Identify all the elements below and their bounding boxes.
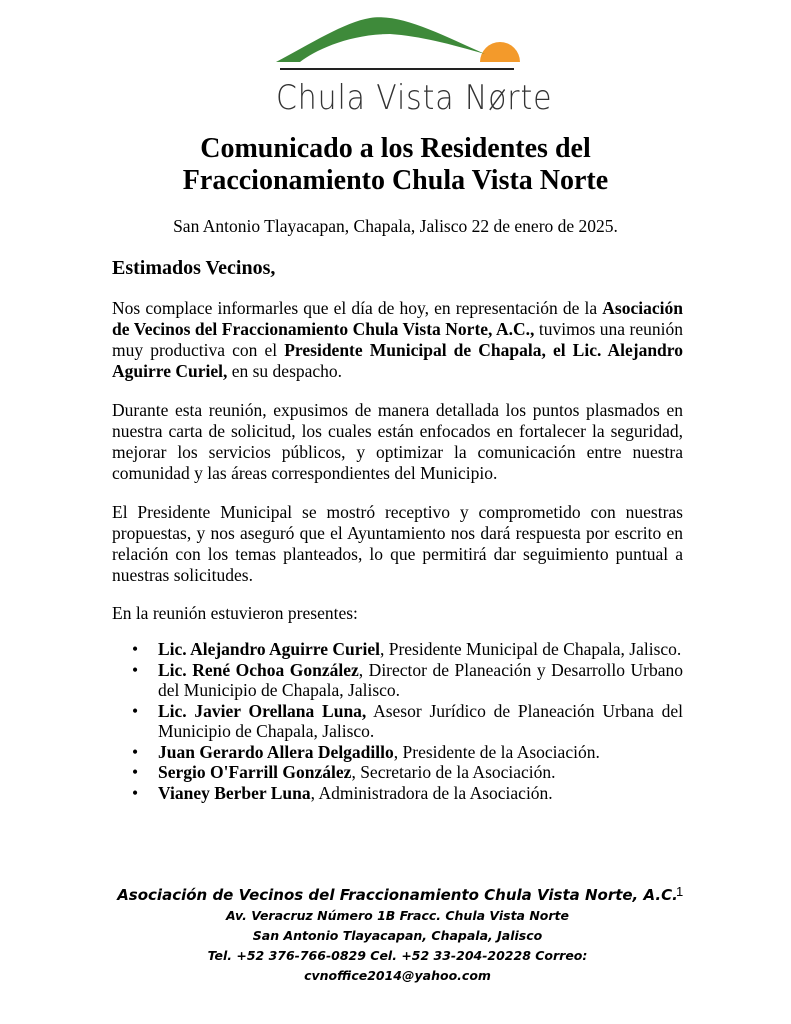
p1-text-e: en su despacho. xyxy=(227,361,343,381)
paragraph-1 xyxy=(112,298,683,382)
attendee-name: Juan Gerardo Allera Delgadillo xyxy=(158,741,394,762)
list-item xyxy=(112,783,683,804)
attendee-role: , Director de Planeación y Desarrollo Urbano del Municipio de Chapala, Jalisco. xyxy=(158,659,683,700)
paragraph-4: En la reunión estuvieron presentes: xyxy=(112,603,358,623)
list-item xyxy=(112,701,683,742)
attendee-role: , Secretario de la Asociación. xyxy=(351,762,556,782)
p1-mayor-name: Presidente Municipal de Chapala, el Lic. Alejandro Aguirre Curiel, xyxy=(112,340,683,381)
p1-text-c: tuvimos una reunión muy productiva con el xyxy=(112,319,683,360)
document-title xyxy=(0,133,791,197)
mountain-sun-icon xyxy=(270,14,520,74)
attendee-name: Vianey Berber Luna xyxy=(158,782,311,803)
list-item xyxy=(112,660,683,701)
list-item xyxy=(112,742,683,763)
attendee-role: , Presidente Municipal de Chapala, Jalisco. xyxy=(379,639,682,659)
p1-text-a: Nos complace informarles que el día de hoy, en representación de la xyxy=(112,298,603,318)
attendee-name: Sergio O'Farrill González xyxy=(158,762,352,782)
footer-contact: Tel. +52 376-766-0829 Cel. +52 33-204-20228 Correo: cvnoffice2014@yahoo.com xyxy=(207,948,588,983)
title-line-1: Comunicado a los Residentes del xyxy=(200,133,591,164)
footer-address-2: San Antonio Tlayacapan, Chapala, Jalisco xyxy=(252,928,543,943)
attendee-role: , Presidente de la Asociación. xyxy=(393,741,600,762)
attendee-name: Lic. Alejandro Aguirre Curiel xyxy=(158,639,380,659)
logo xyxy=(270,14,553,118)
list-item xyxy=(112,639,683,660)
attendee-name: Lic. Javier Orellana Luna, xyxy=(158,700,367,721)
footer xyxy=(112,884,683,986)
p1-association-name: Asociación de Vecinos del Fraccionamiento Chula Vista Norte, A.C., xyxy=(112,298,683,339)
footer-org-name: Asociación de Vecinos del Fraccionamiento Chula Vista Norte, A.C. xyxy=(117,886,678,904)
footer-address-1: Av. Veracruz Número 1B Fracc. Chula Vista Norte xyxy=(225,908,570,923)
date-line: San Antonio Tlayacapan, Chapala, Jalisco 22 de enero de 2025. xyxy=(173,216,618,236)
attendee-name: Lic. René Ochoa González xyxy=(158,659,359,680)
paragraph-3: El Presidente Municipal se mostró receptivo y comprometido con nuestras propuestas, y nos aseguró que el Ayuntamiento nos dará respuesta por escrito en relación con los temas planteados, lo que permitirá dar seguimiento puntual a nuestras solicitudes. xyxy=(112,502,683,585)
attendee-role: Asesor Jurídico de Planeación Urbana del Municipio de Chapala, Jalisco. xyxy=(158,700,683,741)
list-item xyxy=(112,762,683,783)
logo-text: Chula Vista Nørte xyxy=(276,78,553,118)
salutation: Estimados Vecinos, xyxy=(112,257,276,279)
paragraph-2: Durante esta reunión, expusimos de manera detallada los puntos plasmados en nuestra carta de solicitud, los cuales están enfocados en fortalecer la seguridad, mejorar los servicios públicos, y optimizar la comunicación entre nuestra comunidad y las áreas correspondientes del Municipio. xyxy=(112,400,683,483)
page-number: 1 xyxy=(676,884,684,899)
attendee-role: , Administradora de la Asociación. xyxy=(310,782,553,803)
title-line-2: Fraccionamiento Chula Vista Norte xyxy=(182,165,609,196)
attendee-list xyxy=(112,639,683,803)
